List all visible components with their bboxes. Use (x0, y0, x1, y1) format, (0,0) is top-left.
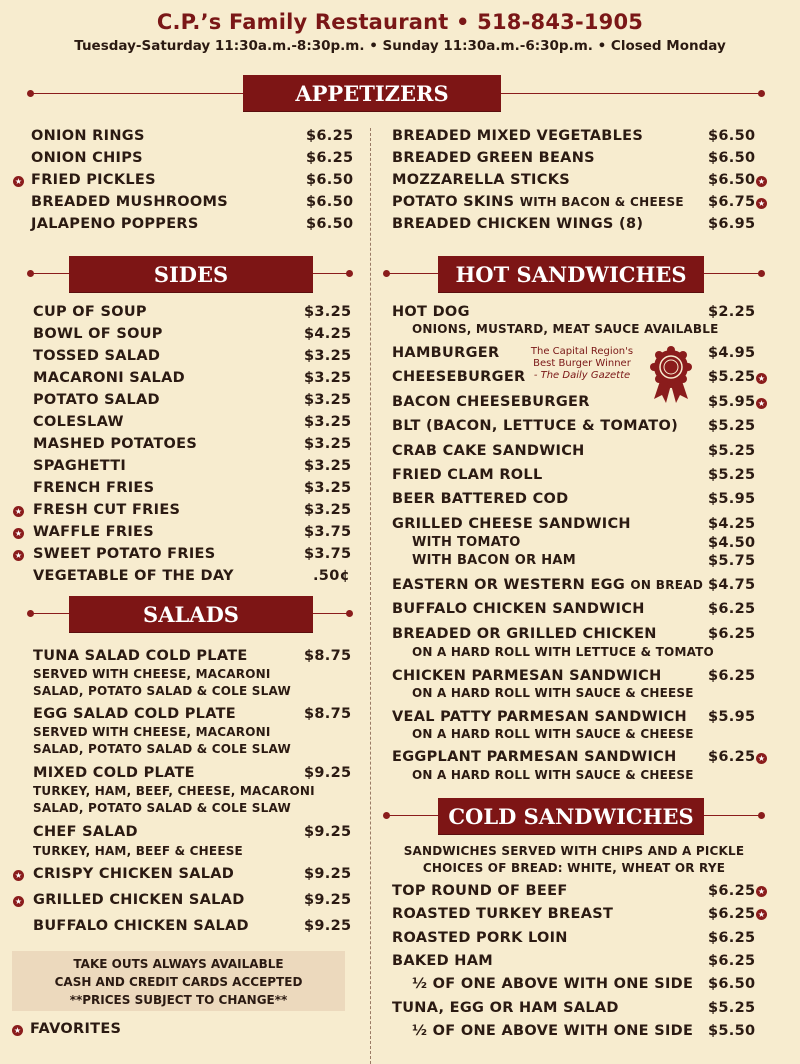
menu-item: FRENCH FRIES $3.25 (33, 480, 352, 496)
menu-item: ROASTED TURKEY BREAST $6.25 (392, 906, 756, 922)
menu-item: BREADED MIXED VEGETABLES $6.50 (392, 128, 756, 144)
menu-item: ONION CHIPS $6.25 (31, 150, 354, 166)
menu-item: COLESLAW $3.25 (33, 414, 352, 430)
item-description: ON A HARD ROLL WITH SAUCE & CHEESE (412, 686, 694, 700)
item-description: ON A HARD ROLL WITH SAUCE & CHEESE (412, 768, 694, 782)
item-description: TURKEY, HAM, BEEF & CHEESE (33, 844, 243, 858)
favorite-icon: ★ (14, 507, 23, 516)
menu-item: TOSSED SALAD $3.25 (33, 348, 352, 364)
menu-item: FRESH CUT FRIES $3.25 (33, 502, 352, 518)
menu-item: BACON CHEESEBURGER $5.95 (392, 394, 756, 410)
menu-item: BUFFALO CHICKEN SALAD $9.25 (33, 918, 352, 934)
rule-dot (383, 812, 390, 819)
menu-item: MOZZARELLA STICKS $6.50 (392, 172, 756, 188)
menu-item: BREADED OR GRILLED CHICKEN $6.25 (392, 626, 756, 642)
rule-dot (758, 90, 765, 97)
menu-item: VEAL PATTY PARMESAN SANDWICH $5.95 (392, 709, 756, 725)
favorite-icon: ★ (757, 374, 766, 383)
favorite-icon: ★ (757, 910, 766, 919)
favorite-icon: ★ (757, 887, 766, 896)
menu-item: GRILLED CHICKEN SALAD $9.25 (33, 892, 352, 908)
menu-item: MIXED COLD PLATE $9.25 (33, 765, 352, 781)
menu-item: SPAGHETTI $3.25 (33, 458, 352, 474)
menu-item: BUFFALO CHICKEN SANDWICH $6.25 (392, 601, 756, 617)
menu-item: TUNA, EGG OR HAM SALAD $5.25 (392, 1000, 756, 1016)
menu-item: EASTERN OR WESTERN EGG ON BREAD $4.75 (392, 577, 756, 593)
menu-item: BAKED HAM $6.25 (392, 953, 756, 969)
item-description: ON A HARD ROLL WITH LETTUCE & TOMATO (412, 645, 714, 659)
award-text: The Capital Region's Best Burger Winner - The Daily Gazette (530, 346, 634, 381)
menu-item: HAMBURGER $4.95 (392, 345, 756, 361)
favorite-icon: ★ (757, 399, 766, 408)
item-description: ONIONS, MUSTARD, MEAT SAUCE AVAILABLE (412, 322, 719, 336)
cold-sandwiches-note: SANDWICHES SERVED WITH CHIPS AND A PICKLE CHOICES OF BREAD: WHITE, WHEAT OR RYE (403, 844, 745, 875)
favorite-icon: ★ (757, 754, 766, 763)
favorite-icon: ★ (757, 199, 766, 208)
menu-item: CHEF SALAD $9.25 (33, 824, 352, 840)
menu-item: TUNA SALAD COLD PLATE $8.75 (33, 648, 352, 664)
menu-item: CHEESEBURGER $5.25 (392, 369, 756, 385)
menu-item: ONION RINGS $6.25 (31, 128, 354, 144)
menu-item-option: ½ OF ONE ABOVE WITH ONE SIDE $6.50 (412, 976, 756, 992)
rule-dot (27, 270, 34, 277)
menu-item: BREADED GREEN BEANS $6.50 (392, 150, 756, 166)
menu-item: FRIED CLAM ROLL $5.25 (392, 467, 756, 483)
menu-item: VEGETABLE OF THE DAY .50¢ (33, 568, 350, 584)
menu-item: ROASTED PORK LOIN $6.25 (392, 930, 756, 946)
menu-item: JALAPENO POPPERS $6.50 (31, 216, 354, 232)
rule-dot (758, 270, 765, 277)
favorite-icon: ★ (13, 1026, 22, 1035)
item-description: TURKEY, HAM, BEEF, CHEESE, MACARONI SALAD, POTATO SALAD & COLE SLAW (33, 784, 315, 815)
restaurant-title: C.P.’s Family Restaurant • 518-843-1905 (156, 10, 644, 34)
column-divider (370, 128, 372, 1064)
favorite-icon: ★ (14, 551, 23, 560)
hours-line: Tuesday-Saturday 11:30a.m.-8:30p.m. • Sunday 11:30a.m.-6:30p.m. • Closed Monday (74, 38, 726, 54)
favorite-icon: ★ (14, 871, 23, 880)
favorite-icon: ★ (14, 177, 23, 186)
menu-item: HOT DOG $2.25 (392, 304, 756, 320)
menu-item: CHICKEN PARMESAN SANDWICH $6.25 (392, 668, 756, 684)
menu-item: BLT (BACON, LETTUCE & TOMATO) $5.25 (392, 418, 756, 434)
appetizers-banner: APPETIZERS (243, 75, 501, 111)
menu-item: BREADED CHICKEN WINGS (8) $6.95 (392, 216, 756, 232)
menu-item-option: ½ OF ONE ABOVE WITH ONE SIDE $5.50 (412, 1023, 756, 1039)
menu-item: CRAB CAKE SANDWICH $5.25 (392, 443, 756, 459)
rule-dot (27, 610, 34, 617)
favorites-legend: FAVORITES (30, 1021, 122, 1037)
rule-dot (383, 270, 390, 277)
cold-sandwiches-banner: COLD SANDWICHES (438, 798, 704, 834)
item-description: SERVED WITH CHEESE, MACARONI SALAD, POTATO SALAD & COLE SLAW (33, 667, 291, 698)
rule-dot (27, 90, 34, 97)
hot-sandwiches-banner: HOT SANDWICHES (438, 256, 704, 292)
menu-item: CUP OF SOUP $3.25 (33, 304, 352, 320)
menu-item-option: WITH BACON OR HAM $5.75 (412, 553, 756, 569)
menu-item: MACARONI SALAD $3.25 (33, 370, 352, 386)
sides-banner: SIDES (69, 256, 313, 292)
menu-item: GRILLED CHEESE SANDWICH $4.25 (392, 516, 756, 532)
menu-item: BREADED MUSHROOMS $6.50 (31, 194, 354, 210)
salads-banner: SALADS (69, 596, 313, 632)
menu-item: SWEET POTATO FRIES $3.75 (33, 546, 352, 562)
menu-item: WAFFLE FRIES $3.75 (33, 524, 352, 540)
item-description: SERVED WITH CHEESE, MACARONI SALAD, POTATO SALAD & COLE SLAW (33, 725, 291, 756)
menu-item-option: WITH TOMATO $4.50 (412, 535, 756, 551)
rule-dot (346, 610, 353, 617)
menu-item: BEER BATTERED COD $5.95 (392, 491, 756, 507)
takeout-notice: TAKE OUTS ALWAYS AVAILABLE CASH AND CREDIT CARDS ACCEPTED **PRICES SUBJECT TO CHANGE** (12, 951, 345, 1011)
menu-item: POTATO SKINS WITH BACON & CHEESE $6.75 (392, 194, 756, 210)
rule-dot (758, 812, 765, 819)
menu-item: MASHED POTATOES $3.25 (33, 436, 352, 452)
menu-item: CRISPY CHICKEN SALAD $9.25 (33, 866, 352, 882)
menu-item: TOP ROUND OF BEEF $6.25 (392, 883, 756, 899)
menu-item: EGG SALAD COLD PLATE $8.75 (33, 706, 352, 722)
favorite-icon: ★ (14, 529, 23, 538)
favorite-icon: ★ (14, 897, 23, 906)
menu-item: FRIED PICKLES $6.50 (31, 172, 354, 188)
favorite-icon: ★ (757, 177, 766, 186)
menu-item: BOWL OF SOUP $4.25 (33, 326, 352, 342)
rule-dot (346, 270, 353, 277)
menu-item: EGGPLANT PARMESAN SANDWICH $6.25 (392, 749, 756, 765)
menu-item: POTATO SALAD $3.25 (33, 392, 352, 408)
item-description: ON A HARD ROLL WITH SAUCE & CHEESE (412, 727, 694, 741)
